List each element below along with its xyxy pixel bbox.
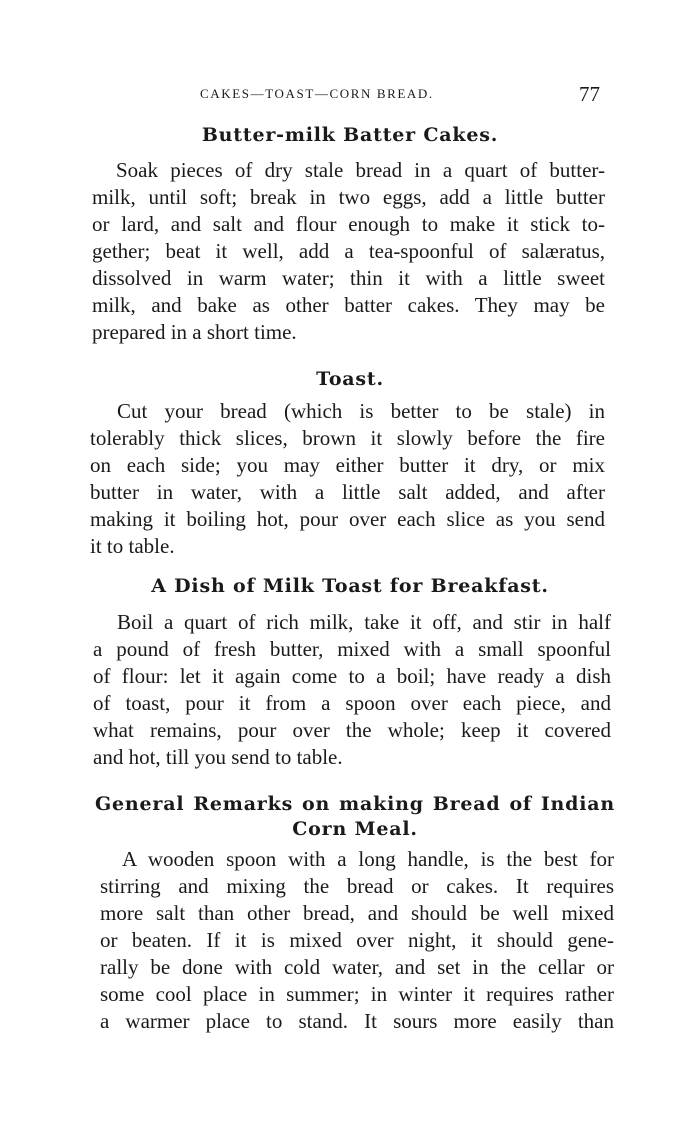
text-line: more salt than other bread, and should be well mixed	[100, 901, 614, 925]
text-line: milk, until soft; break in two eggs, add a little butter	[92, 185, 605, 209]
text-line: milk, and bake as other batter cakes. They may be	[92, 293, 605, 317]
text-line: tolerably thick slices, brown it slowly before the fire	[90, 426, 605, 450]
text-line: and hot, till you send to table.	[93, 745, 343, 769]
text-line: of toast, pour it from a spoon over each piece, and	[93, 691, 611, 715]
text-line: gether; beat it well, add a tea-spoonful of salæratus,	[92, 239, 605, 263]
text-line: rally be done with cold water, and set in the cellar or	[100, 955, 614, 979]
text-line: some cool place in summer; in winter it requires rather	[100, 982, 614, 1006]
section-heading-indian-corn-meal-cont: Corn Meal.	[292, 818, 418, 840]
text-line: or lard, and salt and flour enough to make it stick to-	[92, 212, 605, 236]
text-line: Cut your bread (which is better to be stale) in	[117, 399, 605, 423]
text-line: or beaten. If it is mixed over night, it should gene-	[100, 928, 614, 952]
text-line: it to table.	[90, 534, 175, 558]
text-line: prepared in a short time.	[92, 320, 297, 344]
text-line: on each side; you may either butter it dry, or mix	[90, 453, 605, 477]
page-number: 77	[579, 82, 600, 106]
section-heading-indian-corn-meal: General Remarks on making Bread of Indian	[95, 793, 615, 815]
text-line: A wooden spoon with a long handle, is the best for	[122, 847, 614, 871]
running-head-title: CAKES—TOAST—CORN BREAD.	[200, 86, 434, 101]
paragraph-buttermilk-batter-cakes	[92, 157, 605, 346]
section-heading-buttermilk-batter-cakes: Butter-milk Batter Cakes.	[201, 124, 499, 146]
text-line: making it boiling hot, pour over each slice as you send	[90, 507, 605, 531]
paragraph-toast	[90, 398, 605, 560]
section-heading-toast: Toast.	[316, 368, 384, 390]
text-line: a warmer place to stand. It sours more easily than	[100, 1009, 614, 1033]
text-line: Boil a quart of rich milk, take it off, and stir in half	[117, 610, 611, 634]
text-line: what remains, pour over the whole; keep it covered	[93, 718, 611, 742]
text-line: dissolved in warm water; thin it with a little sweet	[92, 266, 605, 290]
section-heading-milk-toast: A Dish of Milk Toast for Breakfast.	[151, 575, 549, 597]
paragraph-milk-toast	[93, 609, 611, 771]
text-line: of flour: let it again come to a boil; have ready a dish	[93, 664, 611, 688]
text-line: Soak pieces of dry stale bread in a quart of butter-	[116, 158, 605, 182]
text-line: stirring and mixing the bread or cakes. It requires	[100, 874, 614, 898]
paragraph-indian-corn-meal	[100, 846, 614, 1035]
text-line: butter in water, with a little salt added, and after	[90, 480, 605, 504]
text-line: a pound of fresh butter, mixed with a small spoonful	[93, 637, 611, 661]
